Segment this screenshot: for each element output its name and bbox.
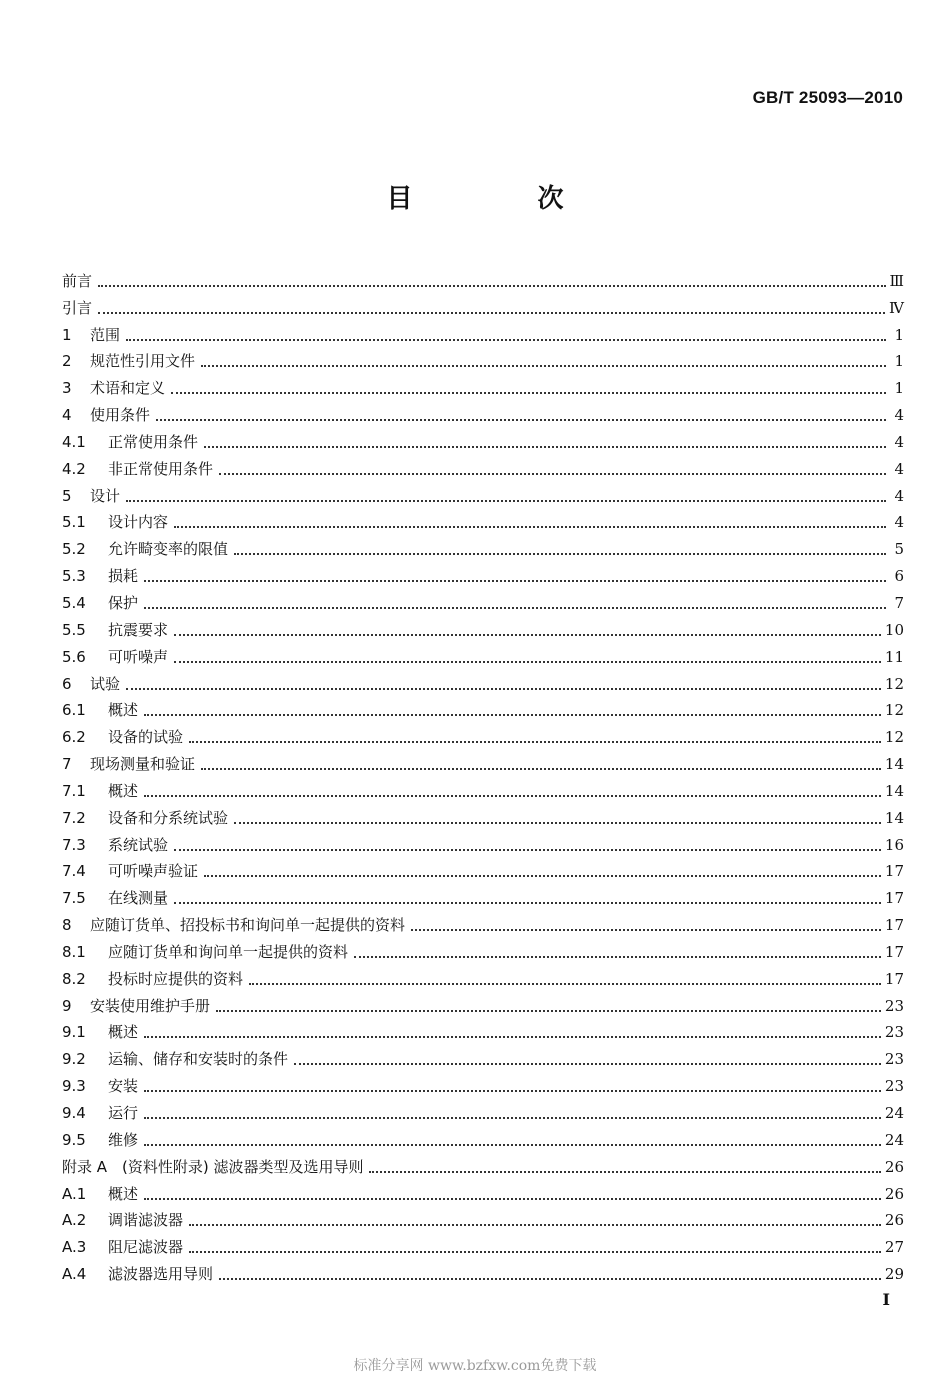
toc-entry-label: 概述: [108, 1023, 139, 1042]
toc-entry-label: 保护: [108, 593, 139, 612]
toc-entry-label: 概述: [108, 781, 139, 800]
toc-entry-page: 23: [884, 1077, 904, 1096]
toc-entry-page: 4: [894, 459, 904, 478]
toc-entry-number: 7.5: [62, 889, 86, 908]
toc-leader-dots: [204, 867, 881, 877]
toc-entry[interactable]: [62, 1016, 904, 1043]
toc-entry-page: 4: [894, 513, 904, 532]
toc-entry-label: 设计内容: [108, 513, 169, 532]
toc-leader-dots: [189, 1243, 881, 1253]
toc-entry[interactable]: [62, 935, 904, 962]
toc-entry-page: 12: [884, 701, 904, 720]
toc-leader-dots: [144, 1136, 881, 1146]
toc-entry-number: 5: [62, 486, 72, 505]
toc-entry-label: 现场测量和验证: [90, 755, 196, 774]
toc-entry-label: 设计: [90, 486, 121, 505]
toc-entry[interactable]: [62, 506, 904, 533]
toc-entry-label: 范围: [90, 325, 121, 344]
toc-leader-dots: [98, 277, 886, 287]
toc-entry[interactable]: [62, 774, 904, 801]
toc-leader-dots: [171, 384, 886, 394]
toc-entry-number: 5.2: [62, 540, 86, 559]
toc-leader-dots: [201, 760, 881, 770]
toc-leader-dots: [144, 1190, 881, 1200]
toc-entry-number: 5.4: [62, 593, 86, 612]
toc-leader-dots: [144, 787, 881, 797]
toc-entry-label: 调谐滤波器: [108, 1211, 184, 1230]
toc-entry-page: 26: [884, 1184, 904, 1203]
toc-entry[interactable]: [62, 264, 904, 291]
toc-entry-number: 7: [62, 755, 72, 774]
toc-leader-dots: [144, 1028, 881, 1038]
toc-entry-page: 26: [884, 1211, 904, 1230]
toc-entry-page: 1: [894, 352, 904, 371]
toc-entry-label: 非正常使用条件: [108, 459, 214, 478]
toc-leader-dots: [411, 921, 881, 931]
toc-entry-page: 12: [884, 728, 904, 747]
toc-entry-page: 17: [884, 942, 904, 961]
toc-entry-label: 应随订货单、招投标书和询问单一起提供的资料: [90, 916, 406, 935]
toc-entry[interactable]: [62, 962, 904, 989]
toc-entry-number: 9.3: [62, 1077, 86, 1096]
toc-entry-page: 17: [884, 969, 904, 988]
toc-entry-page: 4: [894, 432, 904, 451]
toc-entry-page: 23: [884, 1023, 904, 1042]
toc-entry-label: 滤波器选用导则: [108, 1265, 214, 1284]
toc-entry[interactable]: [62, 452, 904, 479]
toc-leader-dots: [234, 814, 881, 824]
toc-leader-dots: [354, 948, 881, 958]
toc-leader-dots: [144, 1109, 881, 1119]
toc-entry-page: 1: [894, 325, 904, 344]
toc-entry[interactable]: [62, 989, 904, 1016]
toc-entry-page: 4: [894, 406, 904, 425]
page-number: I: [882, 1290, 890, 1309]
toc-leader-dots: [249, 975, 881, 985]
toc-entry-number: 9.5: [62, 1130, 86, 1149]
toc-entry-page: 7: [894, 593, 904, 612]
toc-entry[interactable]: [62, 371, 904, 398]
toc-leader-dots: [201, 357, 886, 367]
toc-entry-page: 11: [884, 647, 904, 666]
toc-entry-page: 6: [894, 567, 904, 586]
toc-leader-dots: [369, 1163, 880, 1173]
toc-entry-number: 4.2: [62, 459, 86, 478]
toc-entry-number: 9.2: [62, 1050, 86, 1069]
toc-entry[interactable]: [62, 318, 904, 345]
toc-leader-dots: [294, 1055, 881, 1065]
toc-entry-label: 损耗: [108, 567, 139, 586]
toc-entry[interactable]: [62, 1042, 904, 1069]
toc-entry[interactable]: [62, 1257, 904, 1284]
toc-entry-number: 8.1: [62, 942, 86, 961]
toc-entry-number: 8: [62, 916, 72, 935]
toc-entry-label: 系统试验: [108, 835, 169, 854]
toc-entry-page: 14: [884, 808, 904, 827]
toc-entry-label: 阻尼滤波器: [108, 1238, 184, 1257]
page-title: 目 次: [386, 184, 622, 214]
toc-entry-number: 2: [62, 352, 72, 371]
toc-entry-number: 9: [62, 996, 72, 1015]
toc-entry-page: Ⅳ: [889, 298, 904, 317]
toc-entry-label: 维修: [108, 1130, 139, 1149]
toc-entry-label: 规范性引用文件: [90, 352, 196, 371]
toc-entry-page: 4: [894, 486, 904, 505]
toc-leader-dots: [126, 331, 886, 341]
toc-entry-label: 正常使用条件: [108, 432, 199, 451]
toc-entry[interactable]: [62, 1069, 904, 1096]
watermark: 标准分享网 www.bzfxw.com免费下载: [353, 1358, 597, 1374]
toc-entry[interactable]: [62, 586, 904, 613]
toc-entry-page: 17: [884, 862, 904, 881]
toc-entry[interactable]: [62, 1150, 904, 1177]
toc-entry-number: A.2: [62, 1211, 87, 1230]
toc-entry-label: 引言: [62, 298, 93, 317]
toc-entry[interactable]: [62, 398, 904, 425]
toc-leader-dots: [144, 706, 881, 716]
toc-leader-dots: [174, 841, 881, 851]
toc-leader-dots: [189, 1216, 881, 1226]
toc-entry-number: 4.1: [62, 432, 86, 451]
toc-entry-page: 24: [884, 1104, 904, 1122]
toc-leader-dots: [219, 465, 886, 475]
toc-entry-number: 5.5: [62, 620, 86, 639]
toc-leader-dots: [174, 653, 881, 663]
toc-entry-number: 5.1: [62, 513, 86, 532]
toc-entry-number: 9.1: [62, 1023, 86, 1042]
toc-entry-label: 术语和定义: [90, 379, 166, 398]
toc-entry-number: 8.2: [62, 969, 86, 988]
standard-number: GB/T 25093—2010: [752, 88, 903, 107]
toc-leader-dots: [204, 438, 886, 448]
toc-entry[interactable]: [62, 1230, 904, 1257]
toc-entry-page: 14: [884, 781, 904, 800]
toc-entry[interactable]: [62, 559, 904, 586]
toc-entry-label: 允许畸变率的限值: [108, 540, 229, 559]
toc-leader-dots: [174, 626, 881, 636]
toc-entry-label: 可听噪声验证: [108, 862, 199, 881]
toc-entry-label: 应随订货单和询问单一起提供的资料: [108, 942, 349, 961]
toc-entry-label: 运输、储存和安装时的条件: [108, 1050, 289, 1069]
toc-entry-page: 5: [894, 540, 904, 559]
toc-entry[interactable]: [62, 694, 904, 721]
toc-entry-label: 安装使用维护手册: [90, 996, 211, 1015]
toc-entry[interactable]: [62, 1123, 904, 1150]
toc-entry-number: 7.2: [62, 808, 86, 827]
toc-entry-label: 使用条件: [90, 406, 151, 425]
toc-entry-number: 7.1: [62, 781, 86, 800]
toc-entry-label: 设备和分系统试验: [108, 808, 229, 827]
toc-entry-label: 概述: [108, 701, 139, 720]
toc-leader-dots: [144, 572, 886, 582]
toc-entry-page: Ⅲ: [889, 271, 904, 290]
toc-entry-label: 概述: [108, 1184, 139, 1203]
toc-entry[interactable]: [62, 613, 904, 640]
toc-entry[interactable]: [62, 291, 904, 318]
toc-entry-number: A.1: [62, 1184, 87, 1203]
toc-entry-number: 4: [62, 406, 72, 425]
toc-entry-label: 前言: [62, 271, 93, 290]
toc-entry-number: 6.2: [62, 728, 86, 747]
toc-entry[interactable]: [62, 479, 904, 506]
toc-entry-number: 9.4: [62, 1104, 86, 1122]
toc-entry-label: 试验: [90, 674, 121, 693]
toc-entry-page: 23: [884, 1050, 904, 1069]
toc-entry-number: 5.6: [62, 647, 86, 666]
toc-entry-page: 12: [884, 674, 904, 693]
toc-entry-number: 6: [62, 674, 72, 693]
toc-leader-dots: [189, 733, 881, 743]
toc-leader-dots: [126, 492, 886, 502]
toc-entry[interactable]: [62, 1204, 904, 1231]
toc-entry-label: (资料性附录) 滤波器类型及选用导则: [122, 1157, 364, 1176]
toc-entry-number: A.3: [62, 1238, 87, 1257]
toc-entry-page: 29: [884, 1265, 904, 1284]
toc-leader-dots: [126, 680, 881, 690]
toc-entry[interactable]: [62, 667, 904, 694]
toc-leader-dots: [98, 304, 885, 314]
toc-entry[interactable]: [62, 1177, 904, 1204]
toc-leader-dots: [144, 1082, 881, 1092]
toc-entry-page: 10: [884, 620, 904, 639]
toc-entry-label: 设备的试验: [108, 728, 184, 747]
toc-entry[interactable]: [62, 828, 904, 855]
toc-leader-dots: [174, 894, 881, 904]
toc-entry-number: 附录 A: [62, 1157, 108, 1176]
toc-entry-page: 23: [884, 996, 904, 1015]
toc-entry[interactable]: [62, 532, 904, 559]
toc-entry[interactable]: [62, 908, 904, 935]
toc-entry-label: 可听噪声: [108, 647, 169, 666]
toc-entry[interactable]: [62, 345, 904, 372]
toc-entry-label: 抗震要求: [108, 620, 169, 639]
toc-leader-dots: [156, 411, 886, 421]
toc-leader-dots: [144, 599, 886, 609]
toc-leader-dots: [216, 1002, 881, 1012]
toc-entry-page: 17: [884, 916, 904, 935]
toc-entry-label: 投标时应提供的资料: [108, 969, 244, 988]
toc-entry-page: 27: [884, 1238, 904, 1257]
toc-entry-number: 6.1: [62, 701, 86, 720]
toc-entry-label: 运行: [108, 1104, 139, 1122]
toc-entry-number: 5.3: [62, 567, 86, 586]
toc-entry-label: 安装: [108, 1077, 139, 1096]
toc-entry[interactable]: [62, 640, 904, 667]
toc-entry[interactable]: [62, 801, 904, 828]
toc-entry[interactable]: [62, 1096, 904, 1123]
toc-entry-page: 17: [884, 889, 904, 908]
toc-entry-number: A.4: [62, 1265, 87, 1284]
toc-entry-number: 7.4: [62, 862, 86, 881]
toc-entry-number: 3: [62, 379, 72, 398]
toc-entry[interactable]: [62, 425, 904, 452]
toc-leader-dots: [234, 545, 886, 555]
toc-entry[interactable]: [62, 747, 904, 774]
toc-entry[interactable]: [62, 855, 904, 882]
toc-entry-page: 26: [884, 1157, 904, 1176]
toc-entry-page: 14: [884, 755, 904, 774]
toc-entry-number: 1: [62, 325, 72, 344]
toc-leader-dots: [174, 518, 886, 528]
toc-entry-page: 24: [884, 1130, 904, 1149]
table-of-contents: [62, 264, 904, 1284]
toc-entry-page: 1: [894, 379, 904, 398]
toc-entry-number: 7.3: [62, 835, 86, 854]
toc-entry[interactable]: [62, 720, 904, 747]
toc-entry-page: 16: [884, 835, 904, 854]
toc-leader-dots: [219, 1270, 881, 1280]
toc-entry[interactable]: [62, 881, 904, 908]
toc-entry-label: 在线测量: [108, 889, 169, 908]
